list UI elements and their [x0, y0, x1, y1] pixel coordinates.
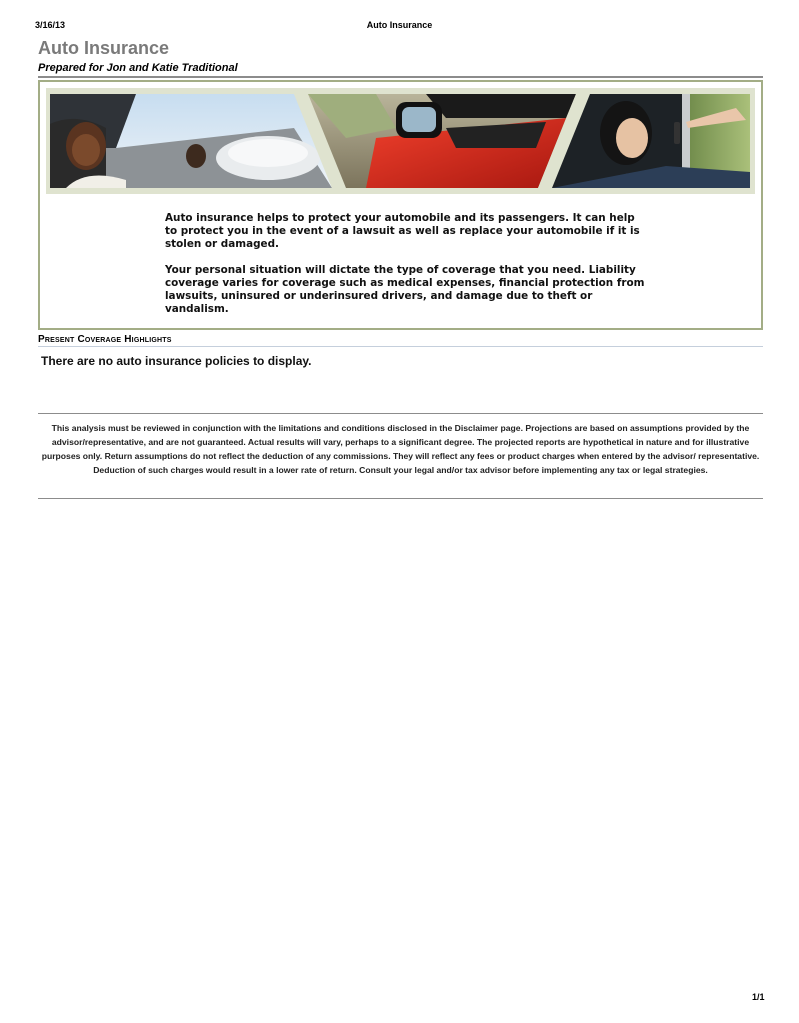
header-date: 3/16/13	[35, 20, 66, 30]
disclaimer	[38, 413, 763, 499]
woman-in-car-sunroof-photo	[50, 94, 332, 188]
intro-box	[38, 80, 763, 330]
empty-state-message: There are no auto insurance policies to display.	[41, 354, 312, 368]
page-title: Auto Insurance	[38, 38, 170, 58]
intro-text	[165, 212, 645, 329]
intro-paragraph-1: Auto insurance helps to protect your automobile and its passengers. It can help to protect you in the event of a lawsuit as well as replace your automobile if it is stolen or damaged.	[165, 212, 640, 250]
page-number: 1/1	[752, 992, 765, 1002]
title-rule	[38, 76, 763, 78]
disclaimer-text: This analysis must be reviewed in conjunction with the limitations and conditions disclosed in the Disclaimer page. Projections are based on assumptions provided by the advisor/representative, and are not guaranteed. Actual results will vary, perhaps to a significant degree. The projected reports are hypothetical in nature and for illustrative purposes only. Return assumptions do not reflect the deduction of any commissions. They will reflect any fees or product charges when entered by the advisor/ representative. Deduction of such charges would result in a lower rate of return. Consult your legal and/or tax advisor before implementing any tax or legal strategies.	[41, 423, 760, 475]
banner	[46, 88, 755, 194]
section-title: Present Coverage Highlights	[38, 334, 763, 347]
intro-paragraph-2: Your personal situation will dictate the type of coverage that you need. Liability coverage varies for coverage such as medical expenses, financial protection from lawsuits, uninsured or underinsured drivers, and damage due to theft or vandalism.	[165, 264, 645, 315]
header-title: Auto Insurance	[366, 20, 433, 30]
red-car-side-mirror-photo	[308, 94, 576, 188]
prepared-for: Prepared for Jon and Katie Traditional	[38, 62, 238, 74]
